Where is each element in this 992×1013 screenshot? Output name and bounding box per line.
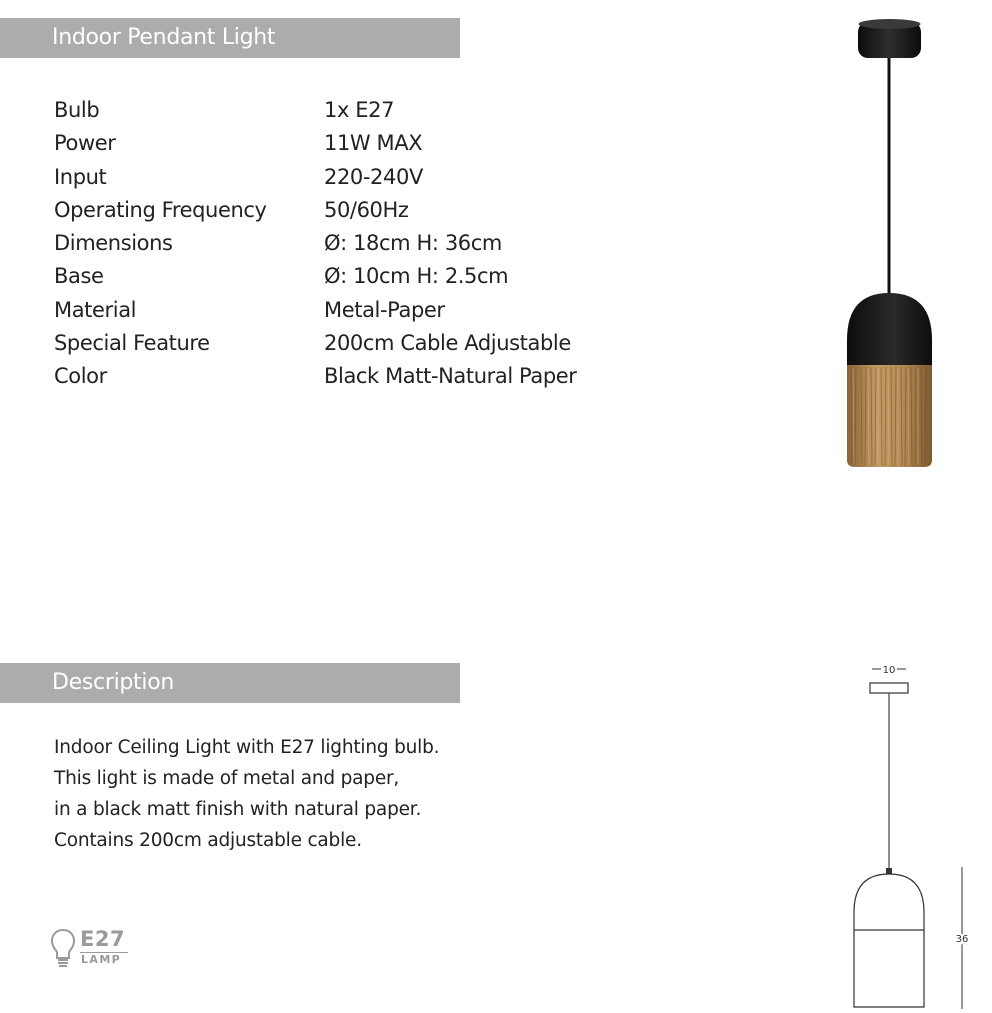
spec-label: Power: [54, 131, 116, 156]
cable: [888, 58, 891, 298]
spec-value: 220-240V: [324, 164, 423, 189]
spec-value: 1x E27: [324, 98, 395, 122]
spec-label: Base: [54, 264, 104, 289]
badge-code: E27: [80, 927, 126, 951]
spec-label: Bulb: [54, 98, 100, 122]
spec-value: 50/60Hz: [324, 197, 409, 222]
spec-label: Color: [54, 364, 107, 389]
technical-drawing: [840, 655, 990, 1013]
spec-label: Special Feature: [54, 331, 210, 356]
spec-label: Operating Frequency: [54, 197, 267, 222]
e27-lamp-badge: [50, 928, 132, 972]
spec-label: Material: [54, 297, 137, 322]
spec-value: Ø: 10cm H: 2.5cm: [324, 264, 509, 289]
height-label: 36: [955, 934, 969, 945]
description-section-title: Description: [52, 670, 174, 695]
spec-label: Input: [54, 164, 107, 189]
drawing-canopy: [870, 683, 908, 693]
specs-section-title: Indoor Pendant Light: [52, 25, 276, 50]
drawing-shade: [854, 874, 924, 1007]
metal-cap: [847, 293, 932, 365]
spec-value: Ø: 18cm H: 36cm: [324, 231, 502, 256]
base-width-label: 10: [882, 665, 896, 676]
spec-label: Dimensions: [54, 231, 173, 256]
description-text: [54, 732, 439, 856]
spec-value: 200cm Cable Adjustable: [324, 331, 571, 356]
description-line: This light is made of metal and paper,: [54, 768, 400, 789]
badge-label: LAMP: [81, 953, 122, 966]
spec-value: Metal-Paper: [324, 297, 445, 322]
description-line: Contains 200cm adjustable cable.: [54, 830, 362, 851]
spec-value: Black Matt-Natural Paper: [324, 364, 577, 389]
paper-shade: [847, 365, 932, 467]
description-line: in a black matt finish with natural paper.: [54, 799, 422, 820]
lightbulb-icon: [50, 928, 76, 970]
specs-section-header: [0, 18, 460, 58]
spec-value: 11W MAX: [324, 131, 423, 156]
description-section-header: [0, 663, 460, 703]
product-photo: [820, 10, 970, 480]
description-line: Indoor Ceiling Light with E27 lighting bulb.: [54, 737, 440, 758]
